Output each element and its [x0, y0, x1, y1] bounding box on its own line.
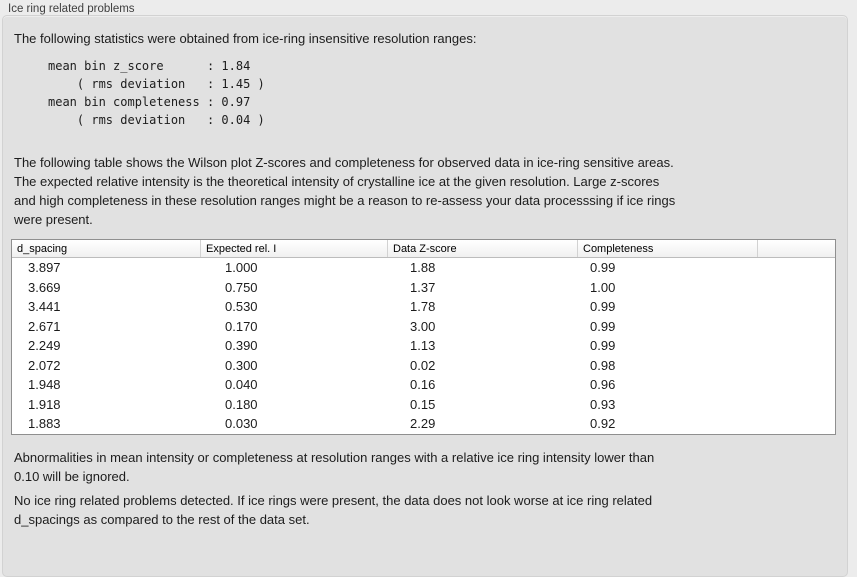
table-row[interactable]	[12, 375, 835, 395]
table-cell: 1.948	[28, 377, 61, 393]
ignore-note	[14, 448, 654, 486]
table-cell: 0.99	[590, 318, 616, 334]
table-cell: 1.88	[410, 260, 436, 276]
table-cell: 2.671	[28, 318, 61, 334]
ignore-note-line: 0.10 will be ignored.	[14, 469, 130, 484]
table-cell: 0.170	[225, 318, 258, 334]
table-description-line: The following table shows the Wilson plot Z-scores and completeness for observed data in ice-ring sensitive areas.	[14, 155, 674, 170]
stats-line: ( rms deviation : 0.04 )	[48, 113, 265, 127]
stats-line: mean bin z_score : 1.84	[48, 59, 251, 73]
table-header-row	[12, 240, 835, 258]
table-cell: 0.390	[225, 338, 258, 354]
table-cell: 1.883	[28, 416, 61, 432]
table-cell: 3.897	[28, 260, 61, 276]
column-header-completeness[interactable]: Completeness	[577, 240, 757, 257]
table-cell	[757, 317, 835, 337]
table-cell: 0.99	[590, 260, 616, 276]
panel-title: Ice ring related problems	[8, 3, 135, 15]
table-cell	[757, 278, 835, 298]
table-row[interactable]	[12, 336, 835, 356]
table-cell: 0.98	[590, 357, 616, 373]
table-cell: 0.02	[410, 357, 436, 373]
table-cell	[757, 258, 835, 278]
stats-line: mean bin completeness : 0.97	[48, 95, 251, 109]
table-cell: 3.00	[410, 318, 436, 334]
table-cell	[757, 297, 835, 317]
table-cell: 0.96	[590, 377, 616, 393]
table-cell	[757, 395, 835, 415]
table-cell: 0.99	[590, 338, 616, 354]
conclusion-line: d_spacings as compared to the rest of the data set.	[14, 512, 310, 527]
column-header-d-spacing[interactable]: d_spacing	[17, 242, 68, 255]
table-cell: 0.99	[590, 299, 616, 315]
table-description-line: were present.	[14, 212, 93, 227]
table-cell: 2.249	[28, 338, 61, 354]
table-cell: 1.13	[410, 338, 436, 354]
table-cell: 2.072	[28, 357, 61, 373]
column-header-data-z-score[interactable]: Data Z-score	[387, 240, 577, 257]
table-cell: 1.918	[28, 396, 61, 412]
table-cell: 0.750	[225, 279, 258, 295]
table-cell	[757, 414, 835, 434]
table-cell: 0.93	[590, 396, 616, 412]
ignore-note-line: Abnormalities in mean intensity or completeness at resolution ranges with a relative ice ring intensity lower than	[14, 450, 655, 465]
table-cell: 0.040	[225, 377, 258, 393]
table-cell: 0.15	[410, 396, 436, 412]
table-cell: 0.92	[590, 416, 616, 432]
table-cell: 3.669	[28, 279, 61, 295]
stats-line: ( rms deviation : 1.45 )	[48, 77, 265, 91]
conclusion-line: No ice ring related problems detected. If ice rings were present, the data does not look worse at ice ring related	[14, 493, 653, 508]
table-cell: 2.29	[410, 416, 436, 432]
intro-text: The following statistics were obtained from ice-ring insensitive resolution ranges:	[14, 31, 477, 46]
table-cell	[757, 336, 835, 356]
table-cell: 0.16	[410, 377, 436, 393]
table-cell: 0.530	[225, 299, 258, 315]
table-description-line: The expected relative intensity is the theoretical intensity of crystalline ice at the given resolution. Large z-scores	[14, 174, 660, 189]
table-row[interactable]	[12, 297, 835, 317]
table-row[interactable]	[12, 258, 835, 278]
table-row[interactable]	[12, 317, 835, 337]
table-cell: 1.78	[410, 299, 436, 315]
table-row[interactable]	[12, 414, 835, 434]
table-cell: 1.000	[225, 260, 258, 276]
table-cell: 0.180	[225, 396, 258, 412]
table-cell: 1.37	[410, 279, 436, 295]
table-cell	[757, 356, 835, 376]
table-cell: 3.441	[28, 299, 61, 315]
table-description-line: and high completeness in these resolution ranges might be a reason to re-assess your data processsing if ice rings	[14, 193, 676, 208]
table-cell: 1.00	[590, 279, 616, 295]
conclusion-text	[14, 491, 652, 529]
column-header-empty[interactable]	[757, 240, 835, 257]
table-row[interactable]	[12, 278, 835, 298]
table-description	[14, 153, 675, 229]
table-cell	[757, 375, 835, 395]
table-row[interactable]	[12, 356, 835, 376]
table-cell: 0.030	[225, 416, 258, 432]
table-row[interactable]	[12, 395, 835, 415]
stats-block	[48, 57, 265, 129]
table-cell: 0.300	[225, 357, 258, 373]
ice-ring-table	[11, 239, 836, 435]
column-header-expected-rel-i[interactable]: Expected rel. I	[200, 240, 387, 257]
